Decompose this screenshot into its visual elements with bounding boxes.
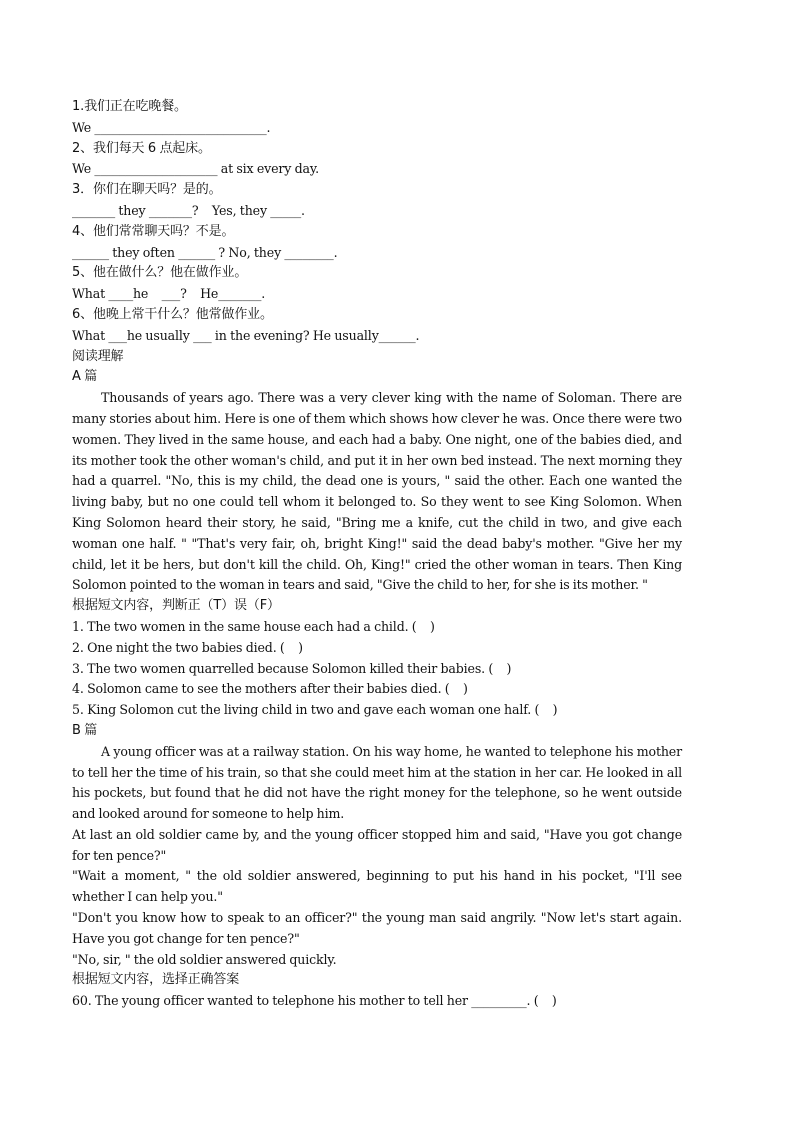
translation-answer-6: What ___he usually ___ in the evening? He usually______.	[72, 327, 420, 343]
translation-prompt-6: 6、他晚上常干什么？他常做作业。	[72, 306, 273, 322]
section-a-question-3: 3. The two women quarrelled because Solomon killed their babies. ( )	[72, 660, 512, 676]
section-b-paragraph-3: "Wait a moment, " the old soldier answered, beginning to put his hand in his pocket, "I'll see whether I can help you."	[72, 868, 682, 905]
section-a-question-5: 5. King Solomon cut the living child in two and gave each woman one half. ( )	[72, 702, 558, 718]
translation-answer-3: _______ they _______? Yes, they _____.	[72, 202, 305, 218]
translation-prompt-3: 3．你们在聊天吗？是的。	[72, 182, 222, 198]
section-a	[72, 367, 682, 721]
section-a-instruction: 根据短文内容，判断正（T）误（F）	[72, 598, 280, 614]
section-b-instruction: 根据短文内容，选择正确答案	[72, 972, 240, 988]
section-b-paragraph-5: "No, sir, " the old soldier answered quickly.	[72, 951, 337, 967]
section-b-paragraph-1: A young officer was at a railway station. On his way home, he wanted to telephone his mother to tell her the time of his train, so that she could meet him at the station in her car. He looked in all his pockets, but found that he did not have the right money for the telephone, so he went outside and looked around for someone to help him.	[72, 743, 682, 822]
translation-prompt-1: 1.我们正在吃晚餐。	[72, 99, 187, 114]
translation-answer-2: We ____________________ at six every day.	[72, 161, 320, 177]
worksheet	[72, 97, 682, 1012]
section-a-question-4: 4. Solomon came to see the mothers after their babies died. ( )	[72, 681, 468, 697]
section-a-passage: Thousands of years ago. There was a very clever king with the name of Soloman. There are many stories about him. Here is one of them which shows how clever he was. Once there were two women. They lived in the same house, and each had a baby. One night, one of the babies died, and its mother took the other woman's child, and put it in her own bed instead. The next morning they had a quarrel. "No, this is my child, the dead one is yours, " said the other. Each one wanted the living baby, but no one could tell whom it belonged to. So they went to see King Solomon. When King Solomon heard their story, he said, "Bring me a knife, cut the child in two, and give each woman one half. " "That's very fair, oh, bright King!" said the dead baby's mother. "Give her my child, let it be hers, but don't kill the child. Oh, King!" cried the other woman in tears. Then King Solomon pointed to the woman in tears and said, "Give the child to her, for she is its mother. "	[72, 390, 682, 593]
translation-prompt-4: 4、他们常常聊天吗？不是。	[72, 223, 235, 239]
translation-answer-5: What ____he ___? He_______.	[72, 286, 266, 302]
section-a-question-1: 1. The two women in the same house each had a child. ( )	[72, 618, 435, 634]
translation-answer-4: ______ they often ______ ? No, they ________.	[72, 244, 338, 260]
section-b-paragraph-4: "Don't you know how to speak to an officer?" the young man said angrily. "Now let's start again. Have you got change for ten pence?"	[72, 910, 682, 946]
section-a-question-2: 2. One night the two babies died. ( )	[72, 639, 303, 655]
section-b-title: B 篇	[72, 722, 98, 738]
section-b-paragraph-2: At last an old soldier came by, and the young officer stopped him and said, "Have you got change for ten pence?"	[72, 826, 682, 863]
section-b	[72, 721, 682, 1012]
translation-exercise	[72, 97, 682, 347]
section-b-question-60: 60. The young officer wanted to telephone his mother to tell her _________. ( )	[72, 993, 557, 1009]
section-a-title: A 篇	[72, 369, 98, 385]
translation-answer-1: We ____________________________.	[72, 119, 271, 135]
translation-prompt-5: 5、他在做什么？他在做作业。	[72, 265, 248, 281]
translation-prompt-2: 2、我们每天 6 点起床。	[72, 140, 211, 156]
reading-title: 阅读理解	[72, 348, 124, 364]
